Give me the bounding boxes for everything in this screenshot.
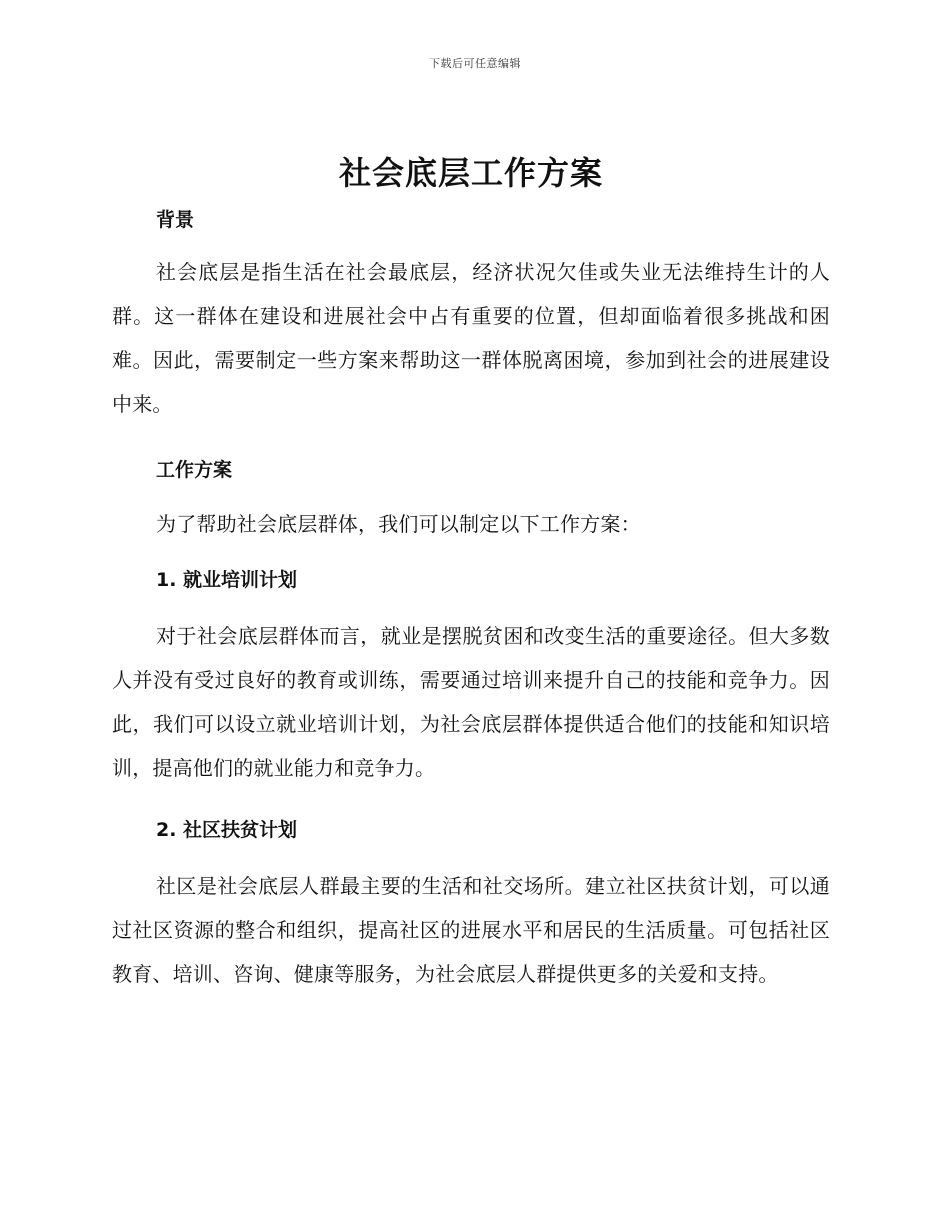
- section-heading-background: 背景: [156, 209, 195, 231]
- paragraph-community-poverty-relief: 社区是社会底层人群最主要的生活和社交场所。建立社区扶贫计划，可以通过社区资源的整合和组织，提高社区的进展水平和居民的生活质量。可包括社区教育、培训、咨询、健康等服务，为社会底层人群提供更多的关爱和支持。: [112, 874, 830, 986]
- paragraph-employment-training: 对于社会底层群体而言，就业是摆脱贫困和改变生活的重要途径。但大多数人并没有受过良好的教育或训练，需要通过培训来提升自己的技能和竞争力。因此，我们可以设立就业培训计划，为社会底层群体提供适合他们的技能和知识培训，提高他们的就业能力和竞争力。: [112, 624, 830, 780]
- document-title: 社会底层工作方案: [338, 154, 603, 192]
- paragraph-background: 社会底层是指生活在社会最底层，经济状况欠佳或失业无法维持生计的人群。这一群体在建设和进展社会中占有重要的位置，但却面临着很多挑战和困难。因此，需要制定一些方案来帮助这一群体脱离困境，参加到社会的进展建设中来。: [112, 260, 830, 416]
- page-header-note: 下载后可任意编辑: [429, 57, 521, 70]
- paragraph-plan-intro: 为了帮助社会底层群体，我们可以制定以下工作方案：: [156, 512, 641, 536]
- section-heading-plan: 工作方案: [156, 459, 233, 481]
- document-body: [112, 148, 830, 996]
- subsection-heading-community-poverty-relief: 2. 社区扶贫计划: [156, 819, 298, 841]
- subsection-heading-employment-training: 1. 就业培训计划: [156, 569, 298, 591]
